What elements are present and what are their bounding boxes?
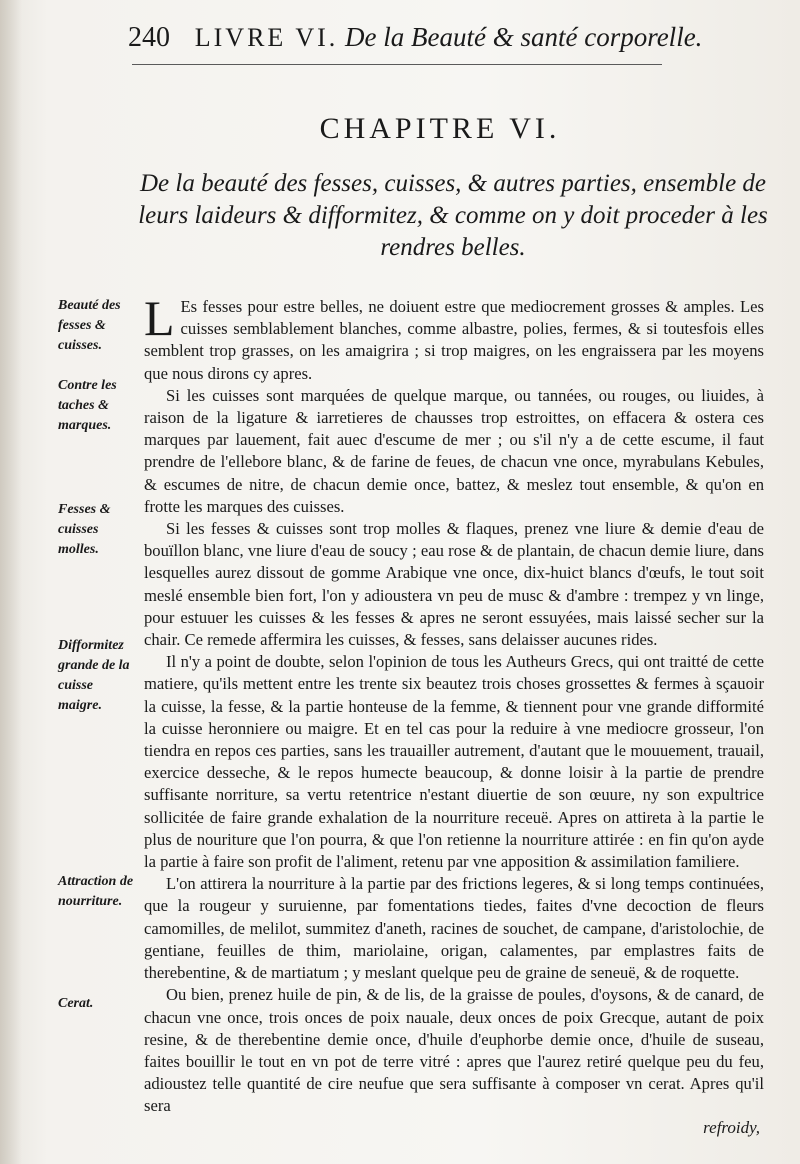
running-header	[128, 22, 760, 62]
page-gutter-shadow	[0, 0, 22, 1164]
body-text	[144, 290, 764, 1118]
page-number: 240	[128, 22, 170, 53]
paragraph: L'on attirera la nourriture à la partie par des frictions legeres, & si long temps continuées, que la rougeur y suruienne, par fomentations tiedes, faites d'vne decoction de fleurs camomilles, de melilot, summitez d'aneth, racines de souchet, de campane, d'aristolochie, de gentiane, feuilles de thim, mariolaine, origan, calamentes, par emplastres faits de therebentine, & de martiatum ; y meslant quelque peu de graine de seneuë, & de roquette.	[144, 874, 764, 983]
paragraph-text: Es fesses pour estre belles, ne doiuent estre que mediocrement grosses & amples. Les cuisses semblablement blanches, comme albastre, polies, fermes, & si toutesfois elles semblent trop grasses, on les amaigrira ; si trop maigres, on les engraissera par les moyens que nous dirons cy apres.	[144, 297, 764, 383]
margin-note: Cerat.	[58, 996, 94, 1011]
paragraph	[144, 290, 764, 385]
book-label: LIVRE VI.	[194, 23, 339, 52]
paragraph: Si les fesses & cuisses sont trop molles & flaques, prenez vne liure & demie d'eau de bouïllon blanc, vne liure d'eau de soucy ; eau rose & de plantain, de chacun demie liure, dans lesquelles aurez dissout de gomme Arabique vne once, dix-huict blancs d'œufs, le tout soit meslé ensemble bien fort, l'on y adioustera vn peu de musc & d'ambre : trempez y vn linge, pour estuuer les cuisses & les fesses & apres ne seront essuyées, mais laissé secher sur la chair. Ce remede affermira les cuisses, & fesses, sans delaisser aucunes rides.	[144, 519, 764, 650]
margin-note: Fesses & cuisses molles.	[58, 502, 111, 557]
header-rule	[132, 64, 662, 65]
chapter-title: De la beauté des fesses, cuisses, & autres parties, ensemble de leurs laideurs & difformitez, & comme on y doit proceder à les rendres belles.	[138, 170, 768, 261]
running-title: De la Beauté & santé corporelle.	[345, 22, 703, 52]
paragraph: Ou bien, prenez huile de pin, & de lis, de la graisse de poules, d'oysons, & de canard, de chacun vne once, trois onces de poix nauale, deux onces de poix Grecque, autant de poix resine, & de therebentine demie once, d'huile d'euphorbe demie once, d'huile de suseau, faites bouillir le tout en vn pot de terre vitré : apres que l'aurez retiré quelque peu du feu, adioustez telle quantité de cire neufue que sera suffisante à composer vn cerat. Apres qu'il sera	[144, 985, 764, 1116]
catchword: refroidy,	[703, 1118, 760, 1137]
margin-note: Attraction de nourriture.	[58, 874, 134, 909]
margin-note: Beauté des fesses & cuisses.	[58, 298, 121, 353]
margin-note: Difformitez grande de la cuisse maigre.	[58, 638, 130, 713]
margin-note: Contre les taches & marques.	[58, 378, 117, 433]
paragraph: Il n'y a point de doubte, selon l'opinion de tous les Autheurs Grecs, qui ont traitté de cette matiere, qu'ils mettent entre les trente six beautez trois choses grossettes & fermes à sçauoir la cuisse, la fesse, & la partie honteuse de la femme, & tiennent pour vne grande difformité la cuisse heronniere ou maigre. Et en tel cas pour la reduire à vne mediocre grosseur, l'on tiendra en repos ces parties, sans les trauailler autrement, d'autant que le mouuement, trauail, exercice desseche, & le repos humecte beaucoup, & donne loisir à la partie de prendre suffisante norriture, sa vertu retentrice n'estant diuertie de son œuure, ny son expultrice sollicitée de faire grande exhalation de la nourriture receuë. Apres on attireta à la partie le plus de nouriture que l'on pourra, & que l'on retienne la nourriture attirée : en fin qu'on ayde la partie à faire son profit de l'aliment, retenu par vne apposition & assimilation familiere.	[144, 652, 764, 872]
chapter-heading: CHAPITRE VI.	[319, 112, 561, 145]
drop-cap: L	[144, 290, 175, 346]
paragraph: Si les cuisses sont marquées de quelque marque, ou tannées, ou rouges, ou liuides, à raison de la ligature & iarretieres de chausses trop estroittes, on effacera & ostera ces marques par lauement, fait auec d'escume de mer ; ou s'il n'y a de cette escume, il faut prendre de l'ellebore blanc, & de farine de feues, de chacun vne once, myrabulans Kebules, & escumes de nitre, de chacun demie once, battez, & meslez tout ensemble, & qu'on en frotte les marques des cuisses.	[144, 385, 764, 516]
